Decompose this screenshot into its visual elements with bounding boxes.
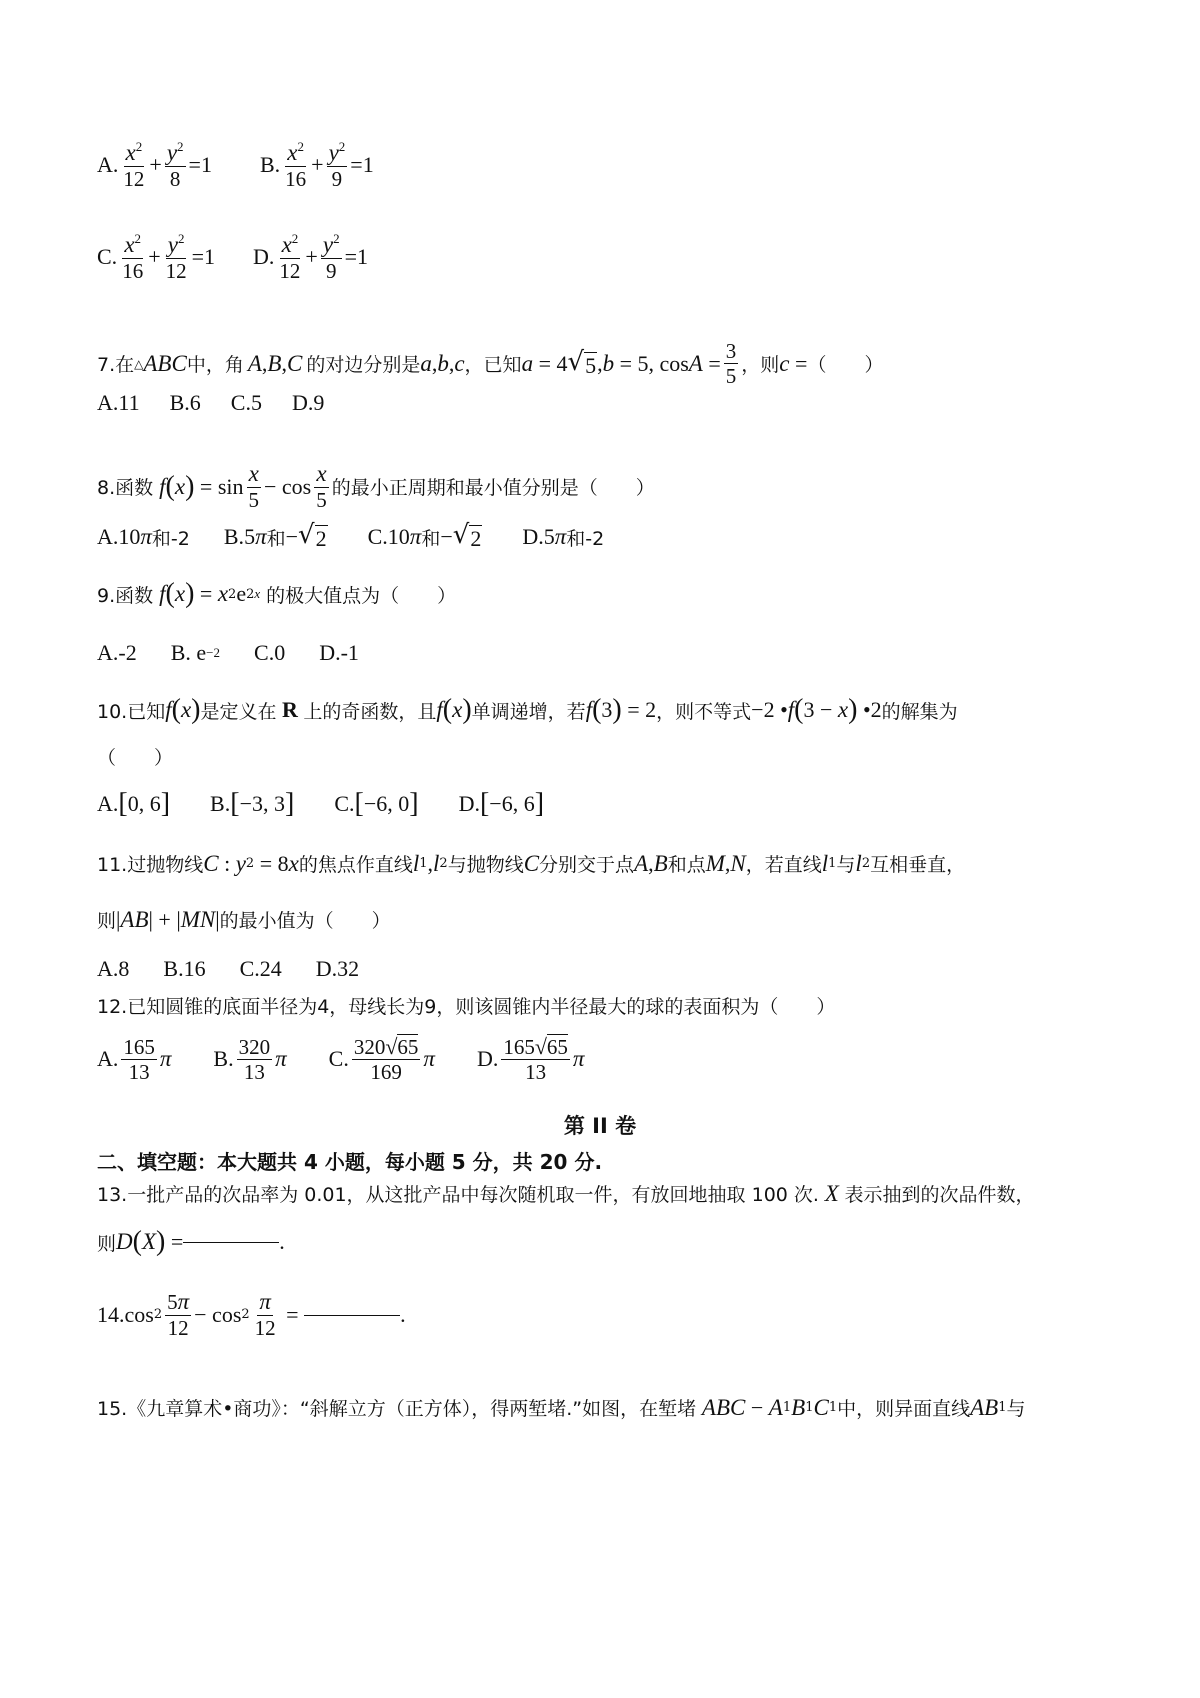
- answer-blank[interactable]: [304, 1314, 400, 1316]
- q11-text: 则: [97, 910, 117, 932]
- q7-text: ，则: [741, 354, 780, 377]
- fraction-denominator: 9: [331, 167, 343, 192]
- q10-option-d: D.: [458, 791, 480, 816]
- q12-options: A. $\frac{165}{13}$ π B. $\frac{320}{13}$ π C. $\frac{320√65}{169}$ π D. $\frac{165√65}{13}$ π: [97, 1034, 585, 1085]
- q7-text: 中，角: [186, 354, 244, 377]
- q11-option-c: C.24: [239, 956, 282, 981]
- q7-text: 的对边分别是: [306, 354, 421, 377]
- q7-prefix: 7.在: [97, 354, 135, 377]
- q10-option-c: C.: [334, 791, 355, 816]
- q10-paren: （ ）: [97, 747, 174, 769]
- q9-suffix: 的极大值点为（ ）: [266, 584, 457, 607]
- q11-option-d: D.32: [315, 956, 360, 981]
- option-label: A.: [97, 152, 119, 178]
- question-11-line-2: 则 | AB | + | MN | 的最小值为（ ）: [97, 906, 391, 932]
- question-9: 9.函数 f ( x ) = x 2 e 2x 的极大值点为（ ）: [97, 578, 457, 609]
- q6-options-row-2: [97, 232, 368, 282]
- q6-option-d: D. $\frac{x^2}{12}$ + $\frac{y^2}{9}$ =1: [253, 231, 368, 284]
- q13-text: 表示抽到的次品件数，: [844, 1184, 1035, 1206]
- question-13: 13.一批产品的次品率为 0.01，从这批产品中每次随机取一件，有放回地抽取 100 次. X 表示抽到的次品件数，: [97, 1180, 1035, 1206]
- question-10: 10.已知 f ( x ) 是定义在 R 上的奇函数，且 f ( x ) 单调递增，若 f ( 3 ) = 2 ，则不等式 −2 • f ( 3 − x ) •2 的解集为: [97, 694, 958, 725]
- q10-paren-line: [97, 743, 173, 770]
- q8-option-c: C.: [367, 524, 388, 549]
- fraction-denominator: 12: [165, 259, 187, 284]
- q11-text: 互相垂直，: [870, 854, 966, 876]
- q11-text: 与抛物线: [447, 854, 524, 876]
- fraction-denominator: 12: [279, 259, 301, 284]
- q10-text: 上的奇函数，且: [303, 700, 437, 723]
- q11-option-a: A.8: [97, 956, 130, 981]
- q9-option-b: B.: [170, 640, 191, 665]
- answer-blank[interactable]: [183, 1241, 279, 1243]
- option-label: B.: [259, 152, 281, 178]
- q13-text: 则: [97, 1232, 117, 1255]
- q7-paren: （ ）: [807, 354, 884, 377]
- q8-option-d: D.: [522, 524, 544, 549]
- q8-options: A. 10 π 和-2 B. 5 π 和 − √ 2 C. 10 π 和 − √ 2 D. 5 π 和-2: [97, 520, 605, 551]
- q8-prefix: 8.函数: [97, 477, 154, 500]
- q11-text: ，若直线: [745, 854, 822, 876]
- question-7: 7.在 △ ABC 中，角 A , B , C 的对边分别是 a , b , c ，已知 a = 4 √ 5 , b = 5, cos A = $\frac{3}{5}$ ，则 c = （ ）: [97, 339, 884, 389]
- q13-text: 13.一批产品的次品率为 0.01，从这批产品中每次随机取一件，有放回地抽取 100 次.: [97, 1184, 819, 1206]
- q12-option-c: C.: [328, 1046, 349, 1072]
- equals-one: =1: [188, 152, 212, 178]
- question-8: 8.函数 f ( x ) = sin $\frac{x}{5}$ − cos $\frac{x}{5}$ 的最小正周期和最小值分别是（ ）: [97, 461, 655, 513]
- q11-text: 的最小值为（ ）: [219, 910, 391, 932]
- q8-option-a-text: 和-2: [151, 527, 190, 550]
- question-11: 11.过抛物线 C : y 2 = 8 x 的焦点作直线 l 1 , l 2 与抛物线 C 分别交于点 A , B 和点 M , N ，若直线 l 1 与 l 2 互相垂直，: [97, 850, 966, 876]
- fraction-denominator: 8: [169, 167, 181, 192]
- q11-options: [97, 956, 359, 982]
- q10-text: 单调递增，若: [471, 700, 586, 723]
- q6-option-a: A. $\frac{x^2}{12}$ + $\frac{y^2}{8}$ =1: [97, 139, 212, 192]
- q10-option-a: A.: [97, 791, 119, 816]
- q8-option-b: B.: [223, 524, 245, 549]
- q10-text: 是定义在: [200, 700, 277, 723]
- option-label: C.: [97, 244, 118, 270]
- q11-text: 与: [836, 854, 856, 876]
- question-15: 15.《九章算术•商功》：“斜解立方（正方体），得两堑堵.”如图，在堑堵 ABC − A 1 B 1 C 1 中，则异面直线 AB 1 与: [97, 1394, 1026, 1420]
- section-2-heading: 二、填空题：本大题共 4 小题，每小题 5 分，共 20 分.: [97, 1150, 603, 1174]
- question-14: 14. cos 2 $\frac{5\pi}{12}$ − cos 2 $\frac{\pi}{12}$ = .: [97, 1289, 406, 1341]
- fraction-denominator: 9: [325, 259, 337, 284]
- q15-text: 与: [1006, 1398, 1026, 1420]
- fraction-denominator: 12: [123, 167, 145, 192]
- q10-text: ，则不等式: [656, 700, 752, 723]
- equals-one: =1: [350, 152, 374, 178]
- q11-prefix: 11.过抛物线: [97, 854, 204, 876]
- q15-text: 15.《九章算术•商功》：“斜解立方（正方体），得两堑堵.”如图，在堑堵: [97, 1398, 697, 1420]
- q9-option-a: A.-2: [97, 640, 137, 665]
- q7-option-d: D.9: [291, 390, 325, 415]
- q11-text: 和点: [667, 854, 706, 876]
- q7-text: ，已知: [464, 354, 522, 377]
- q9-options: A.-2 B. e −2 C.0 D.-1: [97, 640, 359, 665]
- q8-suffix: 的最小正周期和最小值分别是（ ）: [331, 477, 655, 500]
- q8-option-b-text: 和: [266, 527, 286, 550]
- q7-options: [97, 390, 324, 416]
- q12-option-d: D.: [476, 1046, 499, 1072]
- q11-text: 分别交于点: [539, 854, 635, 876]
- fraction-denominator: 16: [285, 167, 307, 192]
- q7-option-a: A.11: [97, 390, 140, 415]
- option-label: D.: [253, 244, 275, 270]
- q6-option-b: B. $\frac{x^2}{16}$ + $\frac{y^2}{9}$ =1: [259, 139, 374, 192]
- q12-text: 12.已知圆锥的底面半径为4，母线长为9，则该圆锥内半径最大的球的表面积为（ ）: [97, 996, 836, 1018]
- q8-option-d-text: 和-2: [566, 527, 605, 550]
- q8-option-a: A.: [97, 524, 119, 549]
- q6-option-c: C. $\frac{x^2}{16}$ + $\frac{y^2}{12}$ =1: [97, 231, 216, 284]
- equals-one: =1: [191, 244, 216, 270]
- q11-option-b: B.16: [163, 956, 206, 981]
- part-2-title: 第 II 卷: [563, 1114, 637, 1138]
- fraction-denominator: 16: [122, 259, 144, 284]
- q15-text: 中，则异面直线: [837, 1398, 971, 1420]
- question-13-line-2: 则 D ( X ) = .: [97, 1226, 285, 1257]
- q10-option-b: B.: [210, 791, 231, 816]
- question-12: [97, 992, 835, 1019]
- q7-option-b: B.6: [169, 390, 201, 415]
- q12-option-a: A.: [97, 1046, 119, 1072]
- q12-option-b: B.: [213, 1046, 234, 1072]
- q8-option-c-text: 和: [421, 527, 441, 550]
- equals-one: =1: [344, 244, 368, 270]
- q9-option-c: C.0: [254, 640, 286, 665]
- q11-text: 的焦点作直线: [298, 854, 413, 876]
- q10-prefix: 10.已知: [97, 700, 166, 723]
- q10-options: A. [ 0, 6 ] B. [ −3, 3 ] C. [ −6, 0 ] D. [ −6, 6 ]: [97, 788, 545, 819]
- q9-option-d: D.-1: [319, 640, 359, 665]
- q10-text: 的解集为: [881, 700, 958, 723]
- q14-prefix: 14.: [97, 1301, 125, 1327]
- q7-option-c: C.5: [230, 390, 262, 415]
- q9-prefix: 9.函数: [97, 584, 154, 607]
- q6-options-row-1: [97, 140, 374, 190]
